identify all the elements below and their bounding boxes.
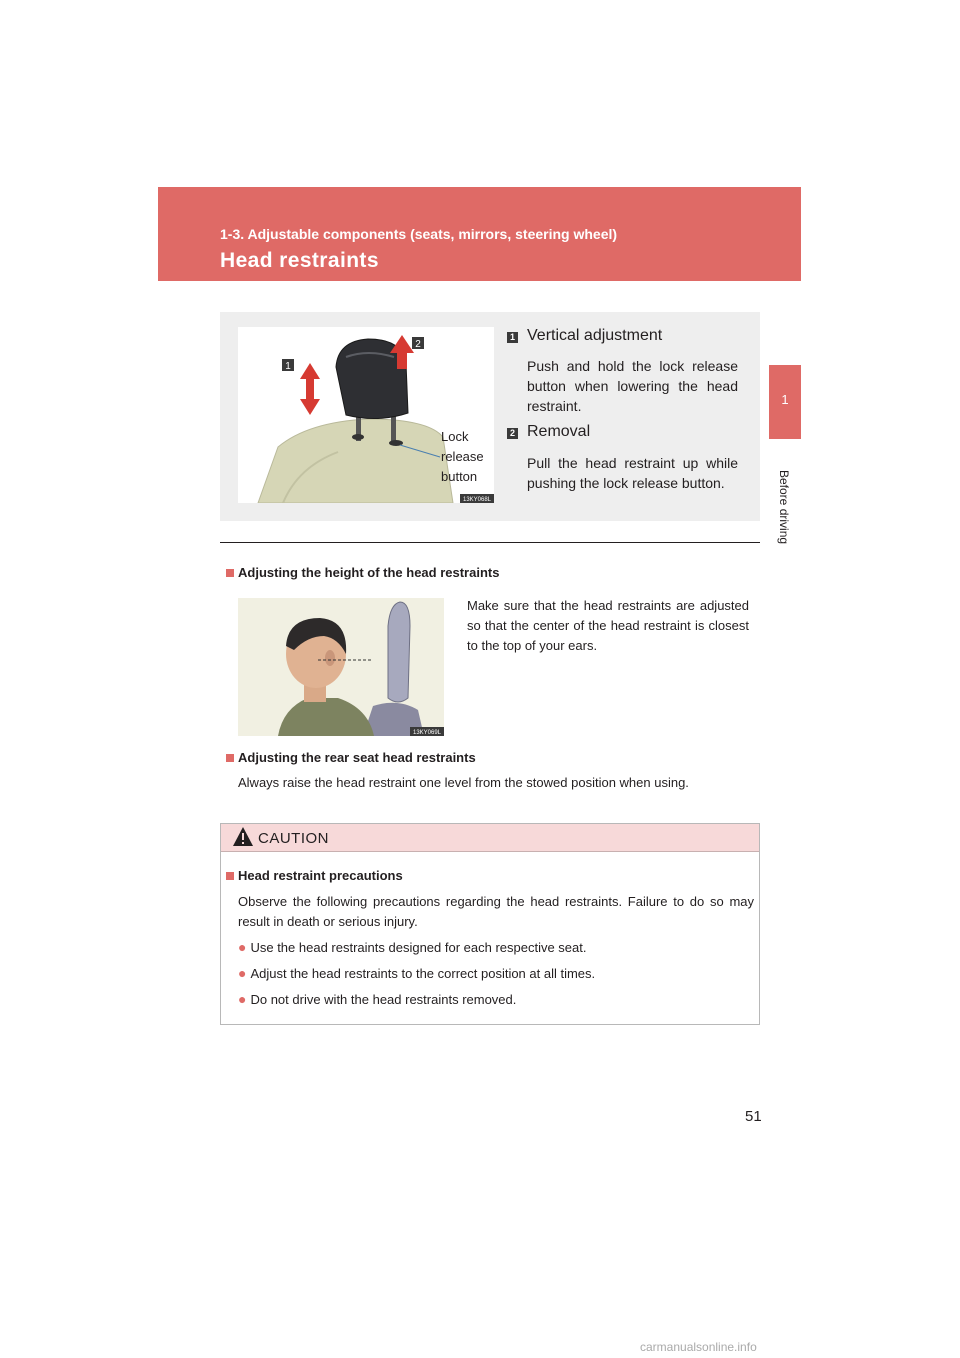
square-bullet-icon (226, 569, 234, 577)
caution-bullet-2-text: Adjust the head restraints to the correct position at all times. (250, 966, 596, 981)
caution-heading (226, 868, 403, 883)
note-heading-rear-text: Adjusting the rear seat head restraints (238, 750, 476, 765)
step-2-title: Removal (527, 423, 591, 440)
caution-bullet-1 (238, 937, 754, 958)
section-label: 1-3. Adjustable components (seats, mirrors, steering wheel) (220, 226, 618, 242)
note-heading-height-text: Adjusting the height of the head restraints (238, 565, 500, 580)
step-2-text: Pull the head restraint up while pushing the lock release button. (527, 455, 738, 491)
note-text-rear: Always raise the head restraint one level from the stowed position when using. (238, 775, 689, 790)
step-1-badge: 1 (507, 332, 518, 343)
head-restraint-drawing (238, 327, 494, 503)
figure-callout-2: 2 (415, 339, 421, 350)
page-number: 51 (745, 1108, 762, 1125)
figure-callout-1: 1 (285, 361, 291, 372)
head-position-illustration (238, 598, 444, 736)
watermark[interactable]: carmanualsonline.info (640, 1340, 757, 1354)
step-2-badge: 2 (507, 428, 518, 439)
square-bullet-icon (226, 872, 234, 880)
head-restraint-illustration (238, 327, 494, 503)
step-1-text: Push and hold the lock release button when lowering the head restraint. (527, 358, 738, 414)
section-divider (220, 542, 760, 543)
caution-bullet-3 (238, 989, 754, 1010)
note-heading-height (226, 565, 499, 580)
caution-intro: Observe the following precautions regarding the head restraints. Failure to do so may result in death or serious injury. (238, 894, 754, 929)
square-bullet-icon (226, 754, 234, 762)
head-position-drawing (238, 598, 444, 736)
lock-release-label-line3: button (441, 469, 478, 484)
warning-icon (232, 826, 254, 848)
lock-release-label-line2: release (441, 449, 484, 464)
caution-bullet-3-text: Do not drive with the head restraints removed. (250, 992, 517, 1007)
round-bullet-icon: ● (238, 991, 247, 1007)
note-text-height: Make sure that the head restraints are adjusted so that the center of the head restraint is closest to the top of your ears. (467, 598, 749, 653)
figure-code: 13KY068L (462, 497, 492, 503)
caution-bullet-2 (238, 963, 754, 984)
lock-release-label-line1: Lock (441, 429, 469, 444)
caution-heading-text: Head restraint precautions (238, 868, 403, 883)
note-heading-rear (226, 750, 476, 765)
round-bullet-icon: ● (238, 965, 247, 981)
round-bullet-icon: ● (238, 939, 247, 955)
step-1-title: Vertical adjustment (527, 327, 663, 344)
caution-title: CAUTION (258, 830, 329, 847)
caution-bullet-1-text: Use the head restraints designed for each respective seat. (250, 940, 587, 955)
page-title: Head restraints (220, 249, 379, 272)
figure-code-2: 13KY069L (412, 730, 442, 736)
chapter-tab-label: Before driving (777, 470, 791, 545)
chapter-tab-number: 1 (781, 392, 789, 407)
